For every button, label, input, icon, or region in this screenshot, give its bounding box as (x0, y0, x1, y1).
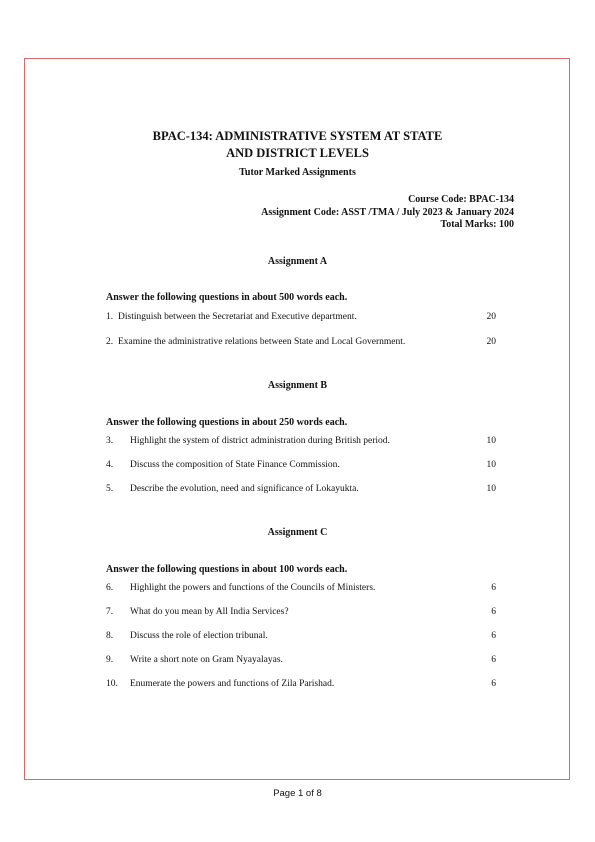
question-marks: 20 (486, 312, 496, 322)
question-marks: 20 (486, 337, 496, 347)
question-number: 9. (106, 655, 114, 665)
question-text: Write a short note on Gram Nyayalayas. (130, 655, 283, 665)
section-instruction-b: Answer the following questions in about 250 words each. (106, 417, 348, 428)
section-instruction-c: Answer the following questions in about 100 words each. (106, 564, 348, 575)
question-marks: 6 (491, 631, 496, 641)
page-number: Page 1 of 8 (273, 788, 322, 799)
question-row (106, 581, 496, 595)
question-row (106, 629, 496, 643)
question-number: 2. (106, 337, 114, 347)
question-number: 1. (106, 312, 114, 322)
question-number: 5. (106, 484, 114, 494)
question-text: Distinguish between the Secretariat and Executive department. (118, 312, 357, 322)
title-line-1: BPAC-134: ADMINISTRATIVE SYSTEM AT STATE (152, 129, 443, 143)
total-marks: Total Marks: 100 (440, 219, 514, 230)
question-marks: 10 (486, 436, 496, 446)
title-line-2: AND DISTRICT LEVELS (226, 146, 369, 160)
document-subtitle: Tutor Marked Assignments (239, 167, 356, 178)
question-marks: 10 (486, 484, 496, 494)
question-marks: 6 (491, 583, 496, 593)
question-row (106, 677, 496, 691)
question-row (106, 482, 496, 496)
assignment-code: Assignment Code: ASST /TMA / July 2023 & January 2024 (261, 206, 514, 218)
question-marks: 6 (491, 607, 496, 617)
section-heading-b: Assignment B (267, 380, 328, 391)
question-row (106, 434, 496, 448)
question-number: 3. (106, 436, 114, 446)
question-text: Describe the evolution, need and significance of Lokayukta. (130, 484, 359, 494)
course-info (261, 194, 514, 232)
question-text: Examine the administrative relations between State and Local Government. (118, 337, 406, 347)
question-text: What do you mean by All India Services? (130, 607, 289, 617)
question-row (106, 605, 496, 619)
section-heading-a: Assignment A (267, 256, 328, 267)
question-number: 6. (106, 583, 114, 593)
section-heading-c: Assignment C (267, 527, 328, 538)
question-text: Highlight the powers and functions of the Councils of Ministers. (130, 583, 376, 593)
question-marks: 6 (491, 655, 496, 665)
question-marks: 10 (486, 460, 496, 470)
question-row (106, 458, 496, 472)
question-row (106, 653, 496, 667)
question-text: Discuss the composition of State Finance Commission. (130, 460, 340, 470)
section-instruction-a: Answer the following questions in about 500 words each. (106, 292, 348, 303)
question-number: 7. (106, 607, 114, 617)
question-number: 8. (106, 631, 114, 641)
question-text: Highlight the system of district administration during British period. (130, 436, 390, 446)
question-number: 10. (106, 679, 118, 689)
question-text: Enumerate the powers and functions of Zila Parishad. (130, 679, 335, 689)
question-row (106, 335, 496, 349)
question-number: 4. (106, 460, 114, 470)
document-title (0, 128, 595, 162)
question-text: Discuss the role of election tribunal. (130, 631, 268, 641)
question-marks: 6 (491, 679, 496, 689)
question-row (106, 310, 496, 324)
course-code: Course Code: BPAC-134 (408, 194, 514, 205)
